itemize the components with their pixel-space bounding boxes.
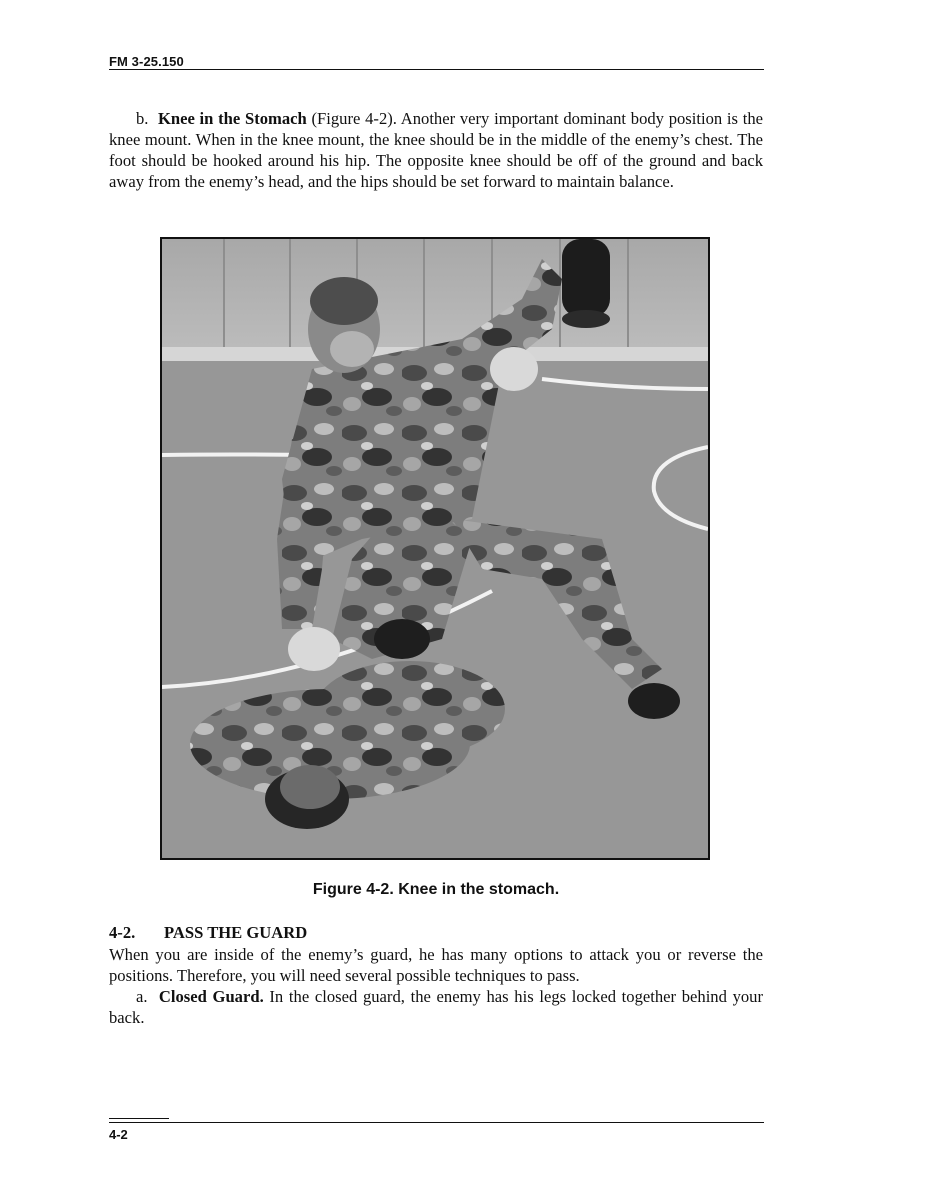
paragraph-title: Closed Guard. [158,987,264,1006]
running-header: FM 3-25.150 [109,54,184,69]
knee-mount-photo-illustration [162,239,708,858]
section-number: 4-2. [109,923,136,942]
paragraph-marker: b. [136,109,149,128]
paragraph-marker: a. [136,987,148,1006]
paragraph-title: Knee in the Stomach [157,109,307,128]
paragraph-closed-guard [109,986,763,1028]
paragraph-knee-in-stomach [109,108,763,192]
page-number: 4-2 [109,1127,128,1142]
footer-short-rule [109,1118,169,1119]
section-heading [109,923,307,943]
paragraph-body: (Figure 4-2). Another very important dominant body position is the knee mount. When in the knee mount, the knee should be in the middle of the enemy’s chest. The foot should be hooked around his hip. The opposite knee should be off of the ground and back away from the enemy’s head, and the hips should be set forward to maintain balance. [109,109,764,191]
section-intro-paragraph: When you are inside of the enemy’s guard, he has many options to attack you or reverse the positions. Therefore, you will need several possible techniques to pass. [109,945,763,985]
footer-rule [109,1122,764,1123]
paragraph-body: In the closed guard, the enemy has his legs locked together behind your back. [109,987,764,1027]
figure-photo [160,237,710,860]
figure-caption: Figure 4-2. Knee in the stomach. [312,881,560,898]
header-rule [109,69,764,70]
section-title: PASS THE GUARD [164,923,308,942]
